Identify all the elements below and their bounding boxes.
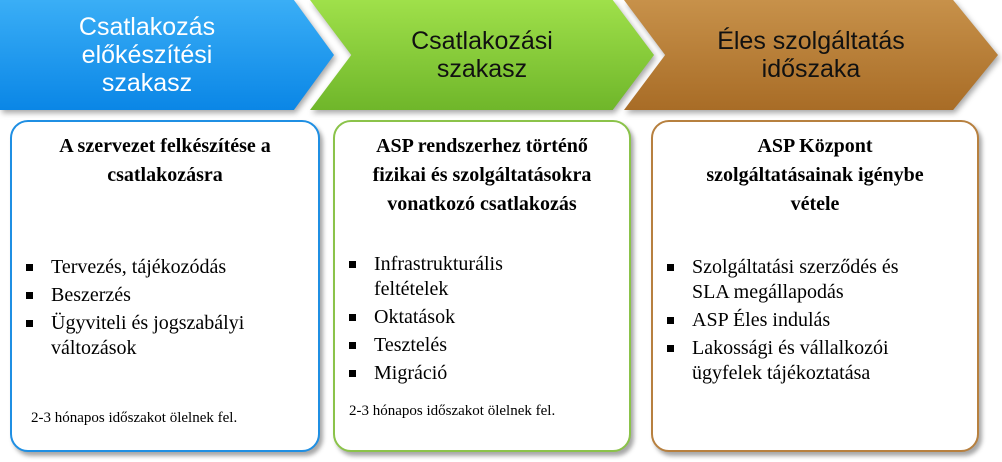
bullet-list: [349, 252, 621, 389]
list-item: Szolgáltatási szerződés és SLA megállapodás: [667, 255, 969, 305]
card-title: ASP rendszerhez történő fizikai és szolgáltatásokra vonatkozó csatlakozás: [372, 135, 592, 215]
bullet-icon: [349, 370, 356, 377]
list-item: Tesztelés: [349, 333, 621, 358]
bullet-icon: [26, 264, 33, 271]
card-title: ASP Központ szolgáltatásainak igénybe vétele: [706, 135, 924, 215]
phase-2-label: Csatlakozási szakasz: [411, 27, 553, 83]
list-item: Tervezés, tájékozódás: [26, 255, 310, 280]
list-item: Migráció: [349, 361, 621, 386]
card-title: A szervezet felkészítése a csatlakozásra: [59, 135, 271, 186]
list-item: Lakossági és vállalkozói ügyfelek tájékoztatása: [667, 336, 969, 386]
bullet-icon: [667, 317, 674, 324]
bullet-icon: [667, 345, 674, 352]
list-item: Ügyviteli és jogszabályi változások: [26, 311, 310, 361]
bullet-list: [667, 255, 969, 389]
bullet-icon: [349, 261, 356, 268]
bullet-icon: [349, 314, 356, 321]
phase-1-card: [10, 120, 320, 452]
bullet-icon: [26, 292, 33, 299]
list-item: Infrastrukturális feltételek: [349, 252, 621, 302]
bullet-icon: [667, 264, 674, 271]
duration-note: 2-3 hónapos időszakot ölelnek fel.: [349, 403, 556, 419]
phase-1-label: Csatlakozás előkészítési szakasz: [78, 13, 216, 97]
bullet-icon: [26, 320, 33, 327]
phase-3-label: Éles szolgáltatás időszaka: [717, 27, 905, 83]
bullet-list: [26, 255, 310, 364]
phase-1-chevron: [0, 0, 334, 110]
list-item: Oktatások: [349, 305, 621, 330]
phase-2-card: [333, 120, 631, 452]
phase-2-chevron: [310, 0, 654, 110]
duration-note: 2-3 hónapos időszakot ölelnek fel.: [31, 410, 238, 426]
phase-3-card: [651, 120, 979, 452]
list-item: ASP Éles indulás: [667, 308, 969, 333]
phase-3-chevron: [624, 0, 998, 110]
bullet-icon: [349, 342, 356, 349]
list-item: Beszerzés: [26, 283, 310, 308]
